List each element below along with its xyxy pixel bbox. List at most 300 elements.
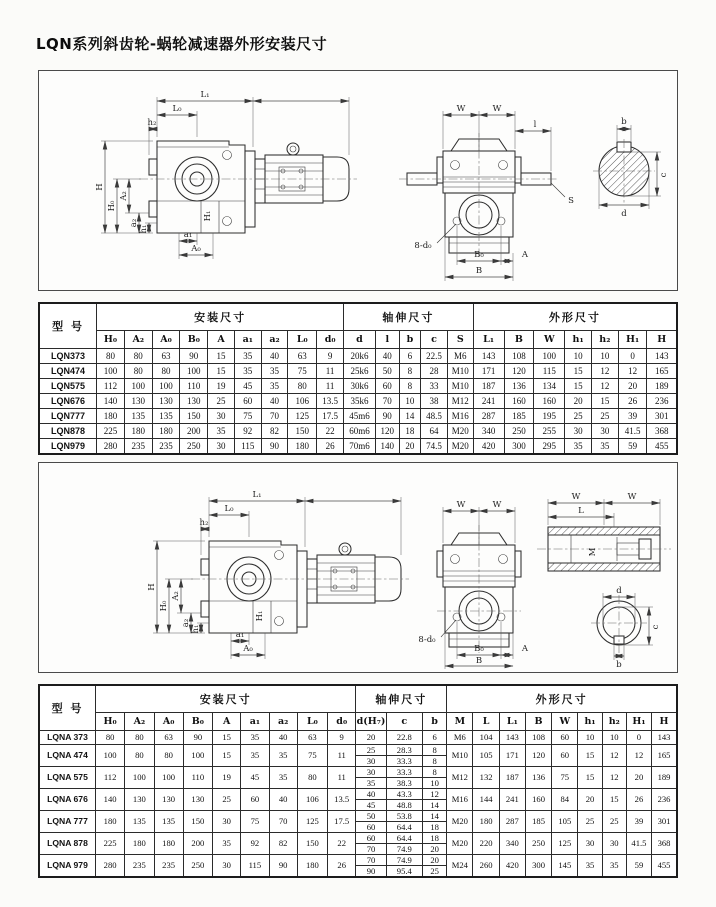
table-row [39, 394, 677, 409]
value-cell: 250 [504, 424, 534, 439]
dim-label-H1: H₁ [203, 210, 213, 222]
value-cell: 136 [525, 767, 551, 789]
value-cell: 165 [652, 745, 677, 767]
value-cell: 22 [328, 833, 356, 855]
value-cell: M16 [447, 789, 473, 811]
value-cell: 368 [647, 424, 677, 439]
value-cell: 100 [124, 379, 152, 394]
model-cell: LQNA 474 [39, 745, 96, 767]
dim-label-d: d [621, 209, 627, 219]
table-row [39, 745, 677, 767]
value-cell: 30k6 [344, 379, 376, 394]
value-cell: 120 [504, 364, 534, 379]
shaft-subvalue: 14 [430, 800, 439, 810]
value-cell: 84 [552, 789, 578, 811]
value-cell: 90 [183, 731, 212, 745]
value-cell: 60 [375, 379, 399, 394]
table-row [39, 364, 677, 379]
value-cell: 104 [473, 731, 499, 745]
shaft-subvalue: 60 [356, 833, 385, 844]
value-cell: 115 [241, 855, 269, 878]
value-cell: 225 [97, 424, 125, 439]
value-cell: 105 [473, 745, 499, 767]
dim-label-h2: h₂ [147, 118, 157, 128]
value-cell: 236 [652, 789, 677, 811]
value-cell: 80 [297, 767, 327, 789]
table-row [39, 789, 677, 811]
value-cell: 80 [96, 731, 125, 745]
front-view-drawing [399, 104, 574, 281]
dim-label-A0: A₀ [191, 244, 201, 254]
page-title: LQN系列斜齿轮-蜗轮减速器外形安装尺寸 [36, 35, 328, 53]
value-cell: 25 [578, 811, 602, 833]
sub-header: H [647, 331, 677, 349]
value-cell: 255 [534, 424, 565, 439]
value-cell: 250 [180, 439, 208, 455]
value-cell: 125 [288, 409, 317, 424]
dim-label-A: A [521, 250, 529, 260]
value-cell: 145 [552, 855, 578, 878]
value-cell: 130 [124, 394, 152, 409]
sub-header: a₂ [261, 331, 288, 349]
value-cell: 25k6 [344, 364, 376, 379]
sub-header: B [504, 331, 534, 349]
value-cell: 180 [473, 811, 499, 833]
dim-label-B0: B₀ [474, 644, 484, 654]
model-cell: LQNA 575 [39, 767, 96, 789]
value-cell: 35 [241, 731, 269, 745]
value-cell: 30 [591, 424, 618, 439]
shaft-subvalue: 10 [430, 778, 439, 788]
value-cell: 340 [473, 424, 504, 439]
table-row [39, 833, 677, 855]
value-cell: 92 [234, 424, 261, 439]
value-cell: 241 [473, 394, 504, 409]
value-cell: 10 [591, 349, 618, 364]
value-cell: M24 [447, 855, 473, 878]
value-cell: 35 [213, 833, 241, 855]
dim-label-W-left: W [456, 500, 466, 510]
dim-label-a1: a₁ [183, 230, 193, 240]
value-cell: 40 [375, 349, 399, 364]
hollow-shaft-drawing [537, 492, 671, 571]
shaft-subvalue: 40 [356, 789, 385, 800]
sub-header: d [344, 331, 376, 349]
dim-label-B0: B₀ [474, 250, 484, 260]
bore-section-drawing [591, 586, 661, 670]
model-cell: LQN979 [39, 439, 97, 455]
group-header-install: 安装尺寸 [97, 303, 344, 331]
value-cell: 301 [647, 409, 677, 424]
sub-header: l [375, 331, 399, 349]
table1-body [39, 349, 677, 455]
sub-header: a₁ [234, 331, 261, 349]
value-cell: 75 [234, 409, 261, 424]
value-cell: 130 [154, 789, 183, 811]
value-cell: 130 [125, 789, 154, 811]
shaft-subvalue: 33.3 [387, 767, 422, 778]
shaft-cell [422, 811, 446, 833]
sub-header: H₁ [618, 331, 647, 349]
value-cell: 14 [399, 409, 421, 424]
col-header-model: 型 号 [39, 303, 97, 349]
table-row [39, 424, 677, 439]
value-cell: 17.5 [328, 811, 356, 833]
value-cell: 17.5 [317, 409, 344, 424]
shaft-subvalue: 50 [356, 811, 385, 822]
value-cell: M10 [447, 745, 473, 767]
table-row [39, 439, 677, 455]
value-cell: 260 [473, 855, 499, 878]
shaft-subvalue: 74.9 [396, 844, 412, 854]
dim-label-B: B [475, 266, 483, 276]
value-cell: M20 [447, 439, 473, 455]
table-row [39, 349, 677, 364]
value-cell: 50 [375, 364, 399, 379]
value-cell: 25 [591, 409, 618, 424]
value-cell: 90 [269, 855, 297, 878]
dim-label-A0: A₀ [243, 644, 253, 654]
diagram-box-2 [38, 462, 678, 673]
value-cell: 35 [591, 439, 618, 455]
dim-label-L1: L₁ [252, 490, 262, 500]
value-cell: 180 [297, 855, 327, 878]
value-cell: 143 [499, 731, 525, 745]
value-cell: 100 [152, 379, 180, 394]
value-cell: 35k6 [344, 394, 376, 409]
table-row [39, 811, 677, 833]
value-cell: 75 [288, 364, 317, 379]
shaft-subvalue: 25 [356, 745, 385, 756]
shaft-subvalue: 95.4 [396, 866, 412, 876]
value-cell: 30 [213, 855, 241, 878]
value-cell: 20k6 [344, 349, 376, 364]
shaft-subvalue: 64.4 [396, 822, 412, 832]
dim-label-W-right: W [627, 492, 637, 502]
value-cell: 100 [534, 349, 565, 364]
shaft-subvalue: 8 [423, 745, 446, 756]
model-cell: LQNA 878 [39, 833, 96, 855]
value-cell: 35 [234, 364, 261, 379]
dim-label-h1: h₁ [139, 224, 149, 234]
value-cell: 60 [552, 745, 578, 767]
value-cell: 225 [96, 833, 125, 855]
value-cell: 30 [208, 409, 235, 424]
sub-header: d₀ [328, 713, 356, 731]
dim-label-b: b [621, 117, 627, 127]
sub-header: W [534, 331, 565, 349]
value-cell: 140 [96, 789, 125, 811]
value-cell: 70 [261, 409, 288, 424]
value-cell: 110 [180, 379, 208, 394]
value-cell: 45 [234, 379, 261, 394]
value-cell: 75 [297, 745, 327, 767]
shaft-cell [386, 855, 422, 878]
shaft-cell [356, 833, 386, 855]
shaft-cell [386, 745, 422, 767]
value-cell: 39 [626, 811, 651, 833]
value-cell: 10 [578, 731, 602, 745]
sub-header: a₁ [241, 713, 269, 731]
dim-label-A2: A₂ [119, 191, 129, 201]
shaft-subvalue: 30 [356, 767, 385, 778]
shaft-subvalue: 14 [423, 811, 446, 822]
shaft-subvalue: 25 [430, 866, 439, 876]
dim-label-S: S [568, 196, 574, 206]
value-cell: 130 [152, 394, 180, 409]
value-cell: 41.5 [626, 833, 651, 855]
dim-label-c: c [659, 172, 669, 178]
value-cell: 25 [602, 811, 626, 833]
value-cell: 30 [208, 439, 235, 455]
group-header-shaft: 轴伸尺寸 [344, 303, 474, 331]
value-cell: 80 [288, 379, 317, 394]
shaft-cell [356, 789, 386, 811]
diagram2-drawing [39, 463, 677, 670]
value-cell: 15 [578, 767, 602, 789]
dim-label-W-left: W [571, 492, 581, 502]
shaft-subvalue: 8 [432, 756, 437, 766]
dim-label-c: c [651, 624, 661, 630]
value-cell: 70 [375, 394, 399, 409]
value-cell: 0 [626, 731, 651, 745]
value-cell: M20 [447, 811, 473, 833]
value-cell: 171 [499, 745, 525, 767]
sub-header: A [213, 713, 241, 731]
value-cell: 150 [180, 409, 208, 424]
shaft-subvalue: 53.8 [387, 811, 422, 822]
value-cell: 150 [183, 811, 212, 833]
value-cell: 15 [213, 745, 241, 767]
dim-label-a1: a₁ [235, 630, 245, 640]
shaft-cell [386, 767, 422, 789]
sub-header: H₁ [626, 713, 651, 731]
value-cell: 180 [125, 833, 154, 855]
value-cell: 143 [647, 349, 677, 364]
model-cell: LQN777 [39, 409, 97, 424]
value-cell: 60 [234, 394, 261, 409]
value-cell: 18 [399, 424, 421, 439]
value-cell: 112 [97, 379, 125, 394]
value-cell: 80 [97, 349, 125, 364]
value-cell: 12 [591, 379, 618, 394]
value-cell: 11 [328, 767, 356, 789]
value-cell: 106 [288, 394, 317, 409]
value-cell: 63 [152, 349, 180, 364]
value-cell: 287 [499, 811, 525, 833]
sub-header: A₀ [154, 713, 183, 731]
value-cell: 33 [421, 379, 448, 394]
value-cell: 15 [208, 364, 235, 379]
sub-header: H₀ [96, 713, 125, 731]
value-cell: 63 [297, 731, 327, 745]
value-cell: 165 [647, 364, 677, 379]
shaft-cell [356, 767, 386, 789]
dim-label-b: b [616, 660, 622, 670]
value-cell: 80 [154, 745, 183, 767]
sub-header: A₀ [152, 331, 180, 349]
value-cell: 115 [234, 439, 261, 455]
sub-header: B₀ [183, 713, 212, 731]
sub-header: L₀ [288, 331, 317, 349]
shaft-cell: 22.8 [386, 731, 422, 745]
dim-label-d: d [616, 586, 622, 596]
dim-label-H0: H₀ [107, 200, 117, 212]
value-cell: 12 [626, 745, 651, 767]
value-cell: 80 [152, 364, 180, 379]
value-cell: 35 [261, 379, 288, 394]
sub-header: h₁ [578, 713, 602, 731]
value-cell: 140 [97, 394, 125, 409]
value-cell: 125 [297, 811, 327, 833]
value-cell: 60m6 [344, 424, 376, 439]
value-cell: 40 [269, 789, 297, 811]
value-cell: M10 [447, 364, 473, 379]
shaft-subvalue: 45 [366, 800, 376, 810]
value-cell: 150 [288, 424, 317, 439]
value-cell: 280 [96, 855, 125, 878]
value-cell: 185 [525, 811, 551, 833]
shaft-cell [386, 811, 422, 833]
shaft-subvalue: 18 [423, 833, 446, 844]
value-cell: 45m6 [344, 409, 376, 424]
dim-label-h1: h₁ [191, 624, 201, 634]
value-cell: 35 [269, 745, 297, 767]
value-cell: 180 [154, 833, 183, 855]
value-cell: 8 [399, 364, 421, 379]
value-cell: 108 [504, 349, 534, 364]
value-cell: M12 [447, 394, 473, 409]
dim-label-W-right: W [492, 500, 502, 510]
shaft-cell [356, 745, 386, 767]
value-cell: 80 [125, 731, 154, 745]
shaft-cell [386, 833, 422, 855]
shaft-subvalue: 70 [366, 844, 376, 854]
value-cell: 11 [328, 745, 356, 767]
value-cell: 10 [565, 349, 592, 364]
shaft-cell: 20 [356, 731, 386, 745]
sub-header: h₂ [591, 331, 618, 349]
value-cell: 200 [180, 424, 208, 439]
value-cell: 143 [652, 731, 677, 745]
dim-label-holes: 8-d₀ [418, 635, 436, 645]
value-cell: 130 [180, 394, 208, 409]
value-cell: 420 [473, 439, 504, 455]
value-cell: 12 [591, 364, 618, 379]
value-cell: 0 [618, 349, 647, 364]
shaft-subvalue: 12 [423, 789, 446, 800]
value-cell: 30 [602, 833, 626, 855]
value-cell: 250 [183, 855, 212, 878]
dim-label-W-right: W [492, 104, 502, 114]
model-cell: LQN878 [39, 424, 97, 439]
value-cell: 74.5 [421, 439, 448, 455]
dim-label-H0: H₀ [159, 600, 169, 612]
value-cell: 144 [473, 789, 499, 811]
value-cell: 40 [261, 394, 288, 409]
value-cell: 185 [504, 409, 534, 424]
sub-header: b [422, 713, 446, 731]
shaft-subvalue: 90 [366, 866, 376, 876]
value-cell: 90 [375, 409, 399, 424]
value-cell: 300 [504, 439, 534, 455]
table-row [39, 379, 677, 394]
value-cell: 100 [97, 364, 125, 379]
model-cell: LQN373 [39, 349, 97, 364]
dim-label-L0: L₀ [172, 104, 182, 114]
value-cell: 40 [261, 349, 288, 364]
value-cell: M10 [447, 379, 473, 394]
dim-label-B: B [475, 656, 483, 666]
value-cell: 82 [269, 833, 297, 855]
value-cell: 100 [154, 767, 183, 789]
dim-label-H: H [147, 583, 157, 591]
shaft-subvalue: 70 [356, 855, 385, 866]
diagram-box-1 [38, 70, 678, 291]
value-cell: 20 [565, 394, 592, 409]
dim-label-a2: a₂ [181, 618, 191, 628]
value-cell: 136 [504, 379, 534, 394]
shaft-subvalue: 30 [366, 756, 376, 766]
dimension-table-2 [38, 684, 678, 878]
value-cell: 112 [96, 767, 125, 789]
value-cell: 30 [565, 424, 592, 439]
value-cell: 115 [534, 364, 565, 379]
sub-header: L₀ [297, 713, 327, 731]
sub-header: d(H₇) [356, 713, 386, 731]
shaft-cell [422, 789, 446, 811]
value-cell: 368 [652, 833, 677, 855]
sub-header: L [473, 713, 499, 731]
value-cell: 75 [552, 767, 578, 789]
value-cell: 12 [618, 364, 647, 379]
sub-header: A₂ [125, 713, 154, 731]
value-cell: 35 [565, 439, 592, 455]
value-cell: 135 [152, 409, 180, 424]
value-cell: 180 [96, 811, 125, 833]
value-cell: 25 [208, 394, 235, 409]
value-cell: 15 [565, 379, 592, 394]
sub-header: B [525, 713, 551, 731]
shaft-cell [422, 745, 446, 767]
value-cell: 80 [124, 364, 152, 379]
value-cell: 90 [180, 349, 208, 364]
sub-header: A [208, 331, 235, 349]
value-cell: 250 [525, 833, 551, 855]
sub-header: a₂ [269, 713, 297, 731]
model-cell: LQNA 777 [39, 811, 96, 833]
value-cell: 26 [317, 439, 344, 455]
dim-label-L1: L₁ [200, 90, 210, 100]
shaft-section-drawing [593, 117, 669, 219]
group-header-outline: 外形尺寸 [447, 685, 677, 713]
group-header-shaft: 轴伸尺寸 [356, 685, 447, 713]
shaft-subvalue: 64.4 [387, 833, 422, 844]
model-cell: LQNA 373 [39, 731, 96, 745]
value-cell: 120 [525, 745, 551, 767]
value-cell: 280 [97, 439, 125, 455]
table-row [39, 767, 677, 789]
value-cell: 35 [269, 767, 297, 789]
value-cell: 8 [399, 379, 421, 394]
shaft-subvalue: 20 [423, 855, 446, 866]
dim-label-A2: A₂ [171, 591, 181, 601]
sub-header: L₁ [473, 331, 504, 349]
dimension-table-1 [38, 302, 678, 455]
value-cell: 15 [565, 364, 592, 379]
sub-header: c [386, 713, 422, 731]
dim-label-M: M [588, 547, 598, 557]
